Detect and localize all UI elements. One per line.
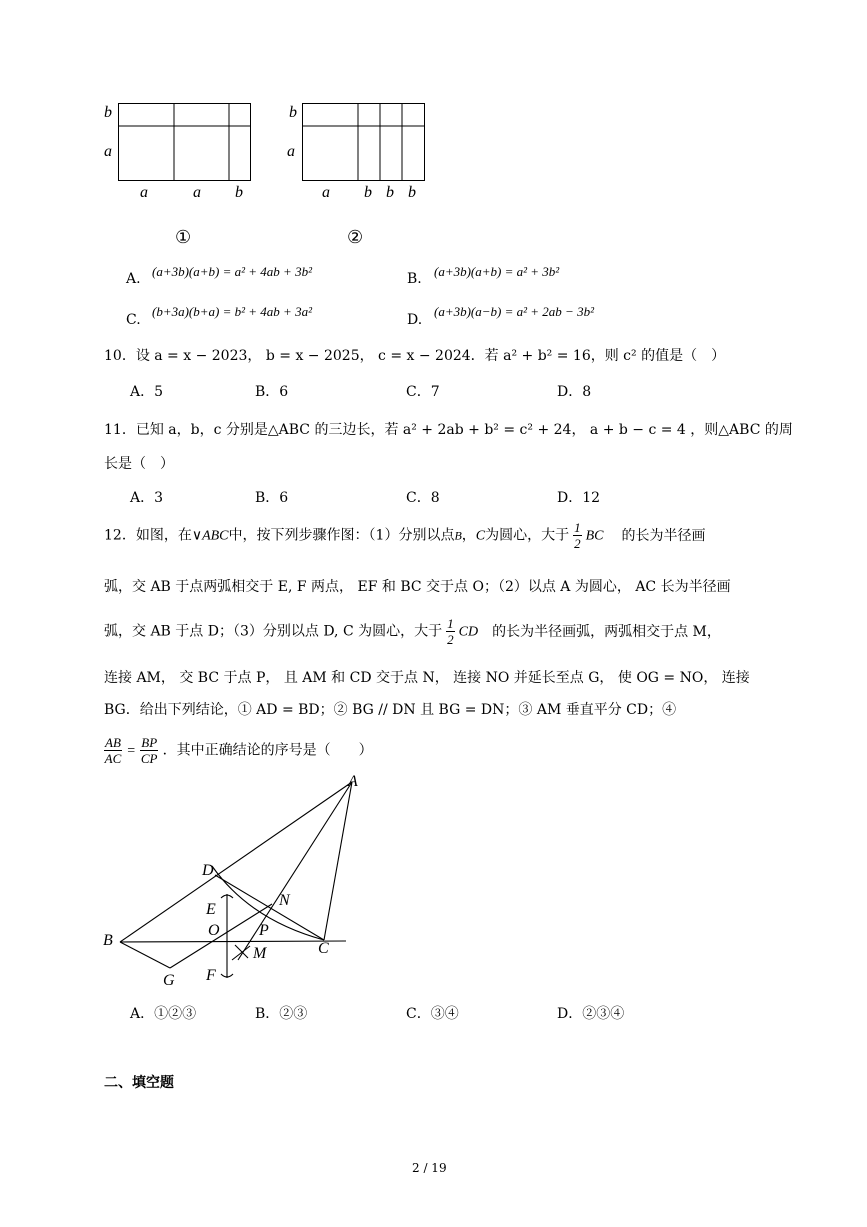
point-label-g: G <box>163 972 175 989</box>
point-label-e: E <box>206 901 216 918</box>
q10-option-a: A．5 <box>130 384 164 400</box>
q11-option-b: B．6 <box>255 490 289 506</box>
q10-option-b: B．6 <box>255 384 289 400</box>
fig2-bottom-label-1: a <box>322 184 330 201</box>
fraction-half-bc: $\frac{1}{2}$ <box>574 520 581 551</box>
fig2-bottom-label-4: b <box>408 184 416 201</box>
fraction-half-cd: $\frac{1}{2}$ <box>447 616 454 647</box>
q12-option-a: A．①②③ <box>130 1006 197 1022</box>
fraction-ab-ac: $\frac{AB}{AC}$ <box>104 735 122 766</box>
point-label-p: P <box>259 922 269 939</box>
point-label-f: F <box>206 967 216 984</box>
point-label-o: O <box>208 922 220 939</box>
fig1-bottom-label-2: a <box>193 184 201 201</box>
fig1-caption: ① <box>175 227 192 248</box>
q11-option-a: A．3 <box>130 490 164 506</box>
figure-rectangle-2 <box>302 103 432 183</box>
q11-option-c: C．8 <box>406 490 440 506</box>
q10-option-d: D．8 <box>557 384 592 400</box>
fig1-label-b: b <box>104 104 112 121</box>
fig2-label-a: a <box>287 143 295 160</box>
q9-option-a-letter: A. <box>126 271 141 287</box>
q12-stem-line2: 弧，交 AB 于点两弧相交于 E, F 两点， EF 和 BC 交于点 O；（2）以点 A 为圆心， AC 长为半径画 <box>104 579 731 595</box>
fig1-bottom-label-3: b <box>235 184 243 201</box>
point-label-b: B <box>103 932 113 949</box>
q9-option-b-expr: (a+3b)(a+b) = a² + 3b² <box>434 264 560 279</box>
fig1-label-a: a <box>104 143 112 160</box>
figure-rectangle-1 <box>118 103 258 183</box>
point-label-c: C <box>318 940 329 957</box>
section-heading-fill-in: 二、填空题 <box>104 1075 174 1091</box>
q12-stem-line1: 12．如图，在∨ABC中，按下列步骤作图：（1）分别以点B，C为圆心，大于 $\frac{1}{2}$ BC 的长为半径画 <box>104 520 706 551</box>
q11-option-d: D．12 <box>557 490 601 506</box>
q9-option-a-expr: (a+3b)(a+b) = a² + 4ab + 3b² <box>152 264 312 279</box>
fraction-bp-cp: $\frac{BP}{CP}$ <box>140 735 158 766</box>
q12-stem-line6: $\frac{AB}{AC}$ = $\frac{BP}{CP}$ ．其中正确结论的序号是（ ） <box>104 735 373 766</box>
q9-option-c-expr: (b+3a)(b+a) = b² + 4ab + 3a² <box>152 304 312 319</box>
q9-option-b-letter: B. <box>407 271 422 287</box>
point-label-m: M <box>253 945 267 962</box>
q9-option-c-letter: C. <box>126 312 141 328</box>
fig1-bottom-label-1: a <box>140 184 148 201</box>
point-label-d: D <box>202 862 214 879</box>
page-number: 2 / 19 <box>412 1161 447 1175</box>
q9-option-d-letter: D. <box>407 312 423 328</box>
q11-stem-line2: 长是（ ） <box>104 456 174 472</box>
q12-option-d: D．②③④ <box>557 1006 625 1022</box>
q12-option-b: B．②③ <box>255 1006 308 1022</box>
q12-stem-line4: 连接 AM， 交 BC 于点 P， 且 AM 和 CD 交于点 N， 连接 NO 并延长至点 G， 使 OG = NO， 连接 <box>104 670 750 686</box>
point-label-n: N <box>279 892 290 909</box>
q10-stem: 10．设 a = x − 2023， b = x − 2025， c = x − 2024．若 a² + b² = 16，则 c² 的值是（ ） <box>104 348 726 364</box>
fig2-bottom-label-3: b <box>386 184 394 201</box>
q12-stem-line3: 弧，交 AB 于点 D；（3）分别以点 D, C 为圆心，大于 $\frac{1}{2}$ CD 的长为半径画弧，两弧相交于点 M， <box>104 616 721 647</box>
q9-option-d-expr: (a+3b)(a−b) = a² + 2ab − 3b² <box>434 304 594 319</box>
q12-geometry-figure <box>100 770 400 990</box>
q12-stem-line5: BG．给出下列结论，① AD = BD；② BG // DN 且 BG = DN；③ AM 垂直平分 CD；④ <box>104 702 677 718</box>
q11-stem-line1: 11．已知 a，b，c 分别是△ABC 的三边长，若 a² + 2ab + b² = c² + 24， a + b − c = 4 ，则△ABC 的周 <box>104 422 793 438</box>
q10-option-c: C．7 <box>406 384 440 400</box>
fig2-caption: ② <box>347 227 364 248</box>
fig2-bottom-label-2: b <box>364 184 372 201</box>
fig2-label-b: b <box>289 104 297 121</box>
point-label-a: A <box>348 773 358 790</box>
q12-option-c: C．③④ <box>406 1006 459 1022</box>
